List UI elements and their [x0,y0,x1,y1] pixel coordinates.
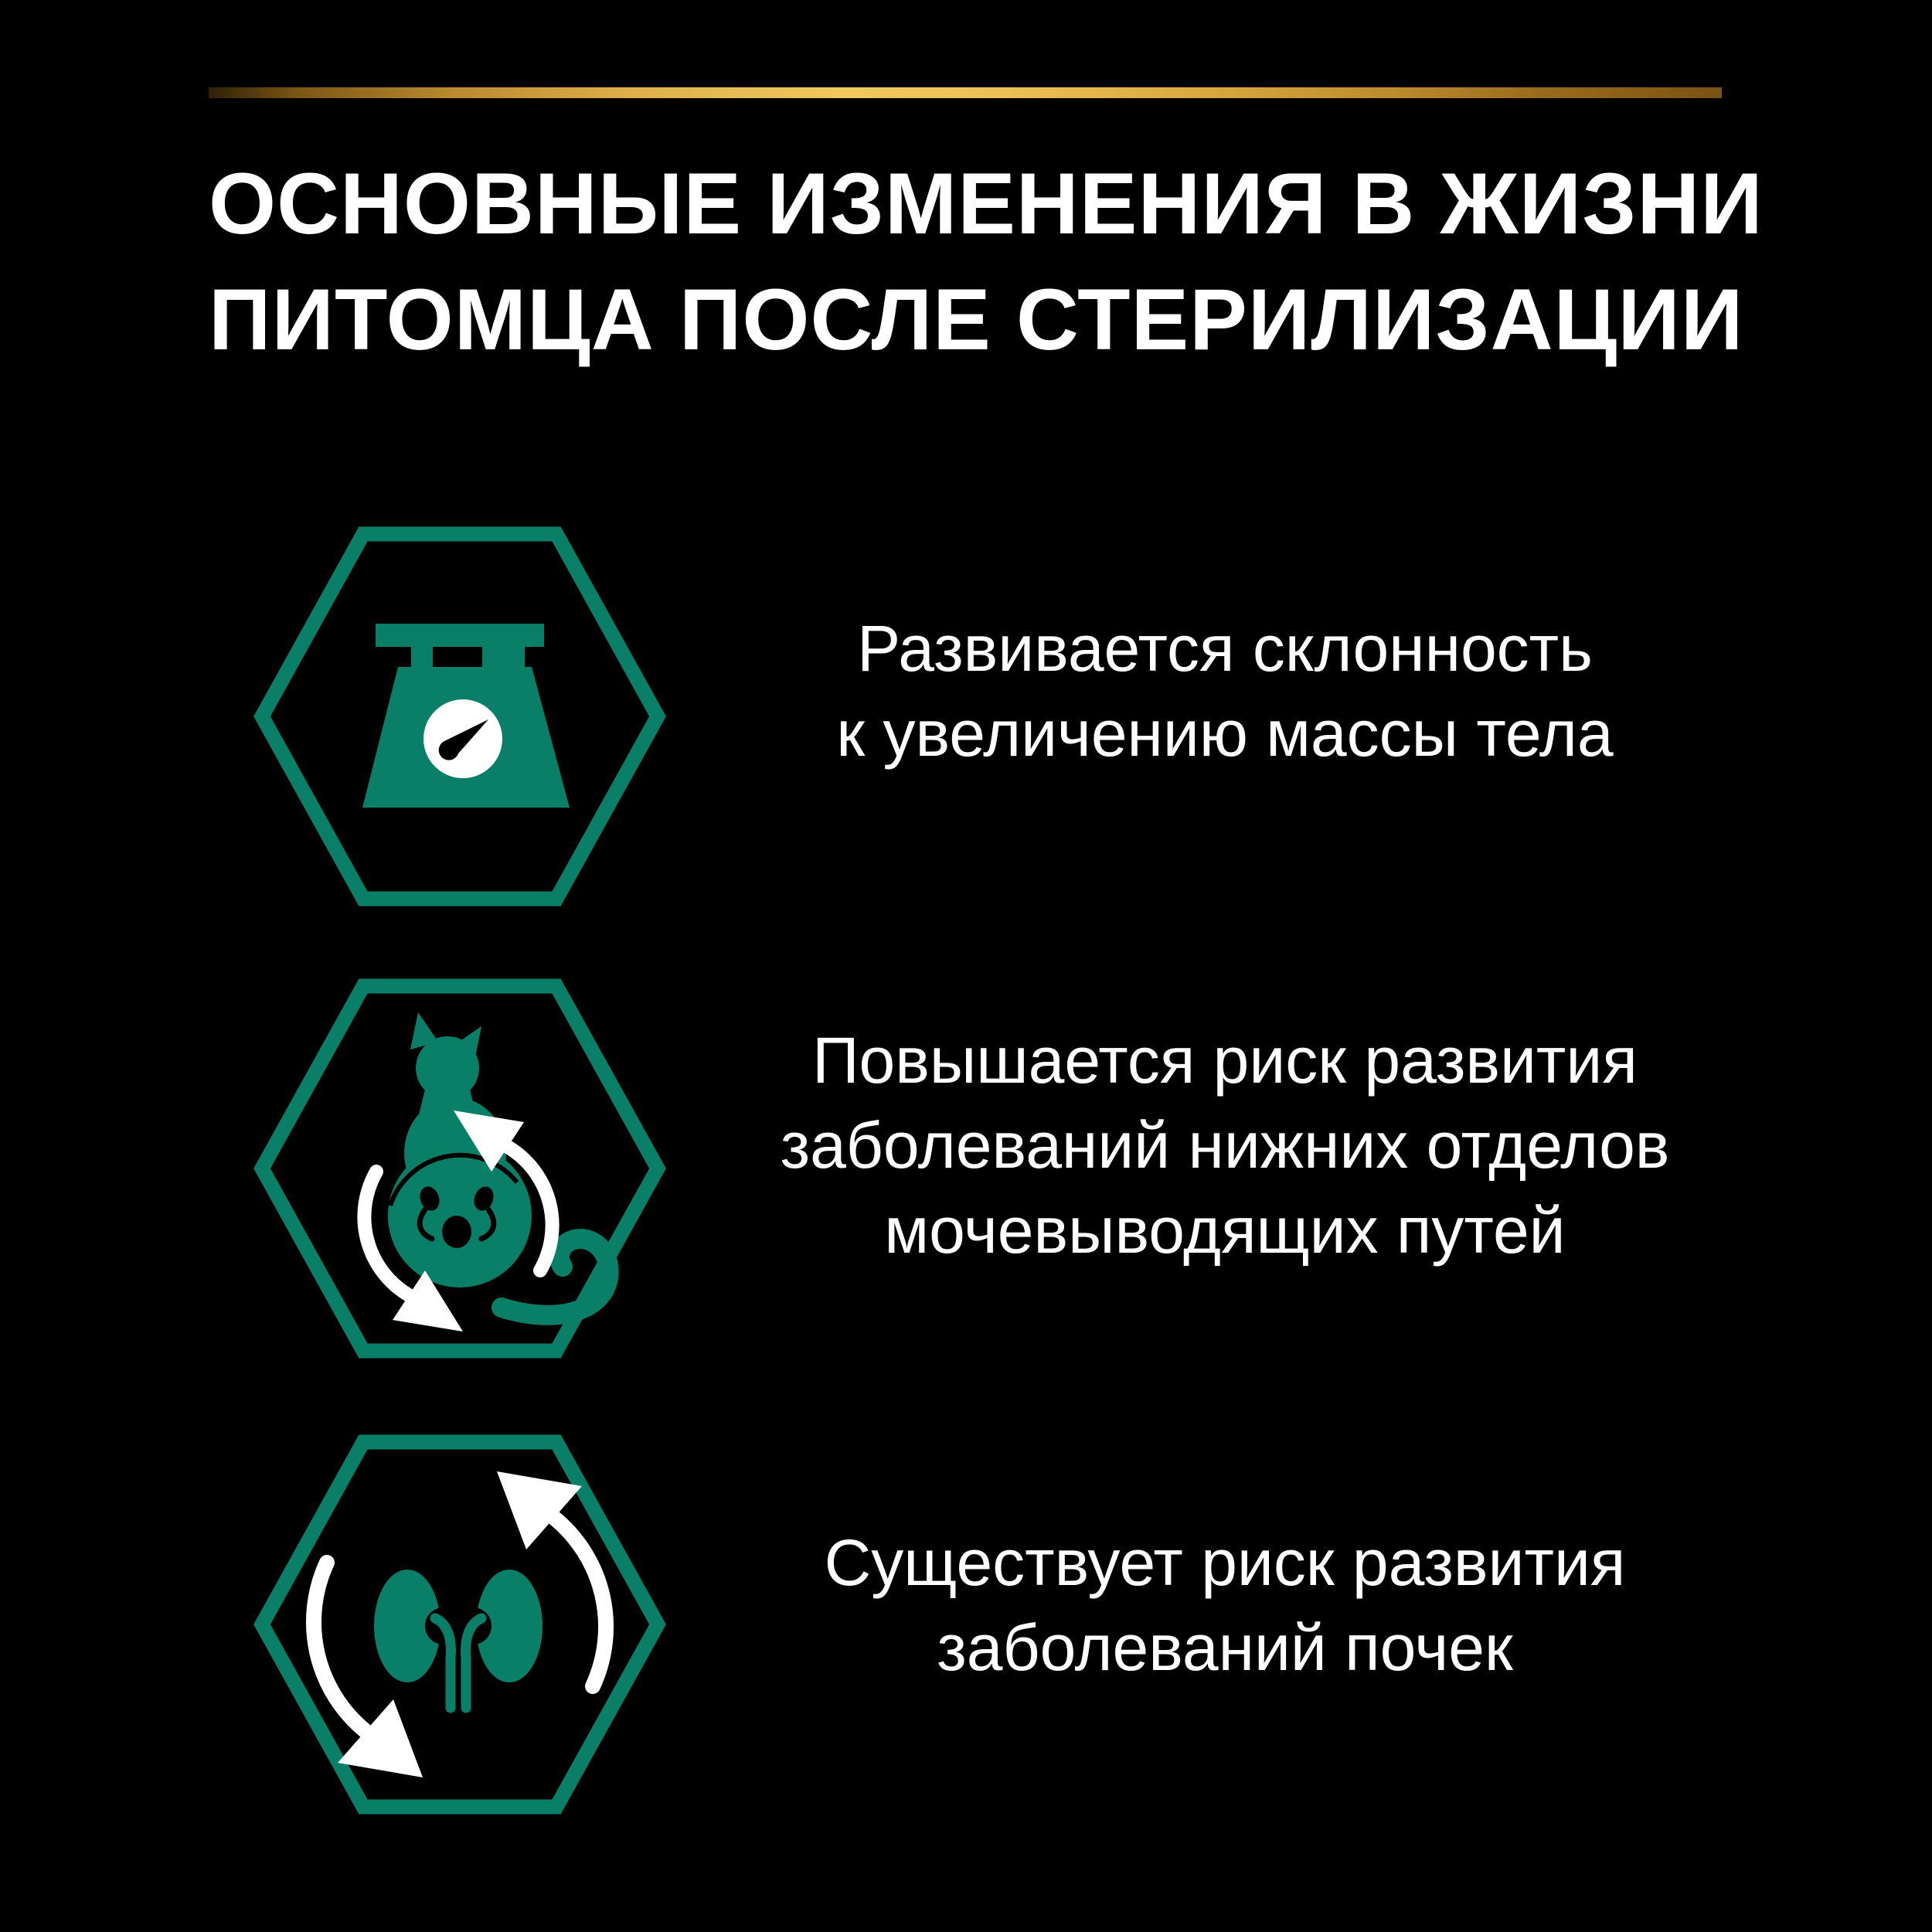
cat-urinary-tract-icon [253,975,667,1362]
item-1-line-2: к увеличению массы тела [836,697,1614,770]
weight-scale-icon [253,523,667,910]
item-1-line-1: Развивается склонность [857,612,1593,685]
item-text-weight [626,606,1824,776]
item-2-line-1: Повышается риск развития [812,1024,1638,1097]
bladder-cutout [442,1216,471,1248]
item-3-line-1: Существует риск развития [824,1526,1626,1599]
scale-glyph [362,624,570,808]
cycle-arrow-left [314,1563,366,1731]
gold-divider-bar [209,87,1722,98]
item-2-line-2: заболеваний нижних отделов [780,1109,1670,1182]
kidneys-glyph [314,1471,606,1777]
item-text-kidneys [626,1520,1824,1690]
cat-glyph [364,1012,608,1332]
item-2-line-3: мочевыводящих путей [884,1194,1566,1267]
item-3-line-2: заболеваний почек [937,1611,1513,1684]
cycle-arrow-right [554,1518,606,1686]
title-line-1: ОСНОВНЫЕ ИЗМЕНЕНИЯ В ЖИЗНИ [209,155,1764,252]
kidneys-cycle-icon [253,1431,667,1818]
title-line-2: ПИТОМЦА ПОСЛЕ СТЕРИЛИЗАЦИИ [209,271,1744,368]
page-title [209,146,1832,378]
item-text-urinary [626,1018,1824,1273]
